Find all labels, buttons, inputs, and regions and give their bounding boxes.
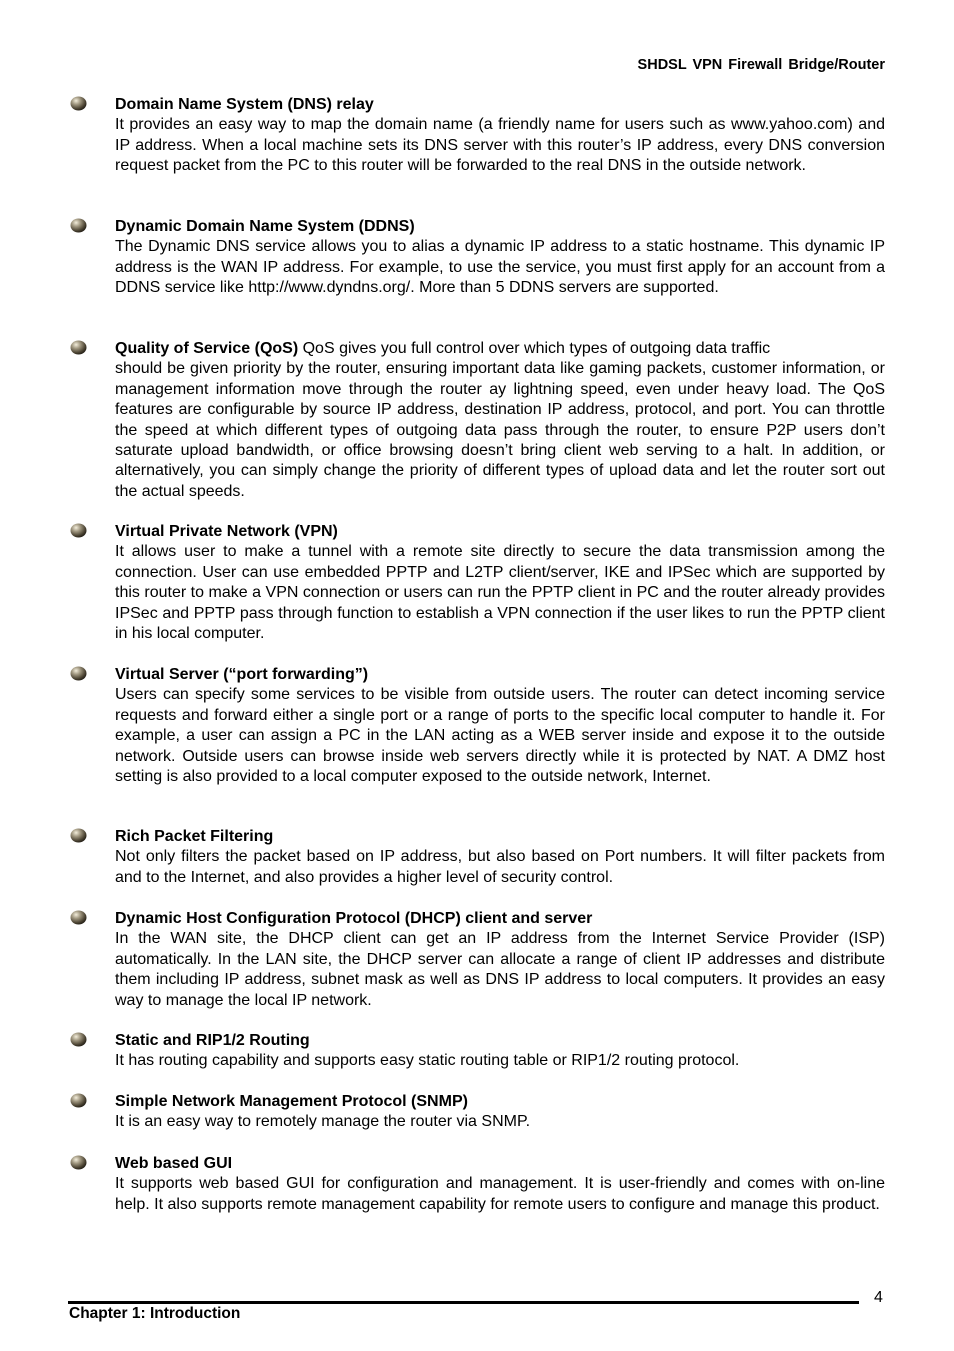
feature-title: Dynamic Domain Name System (DDNS) <box>115 218 415 235</box>
feature-description: Not only filters the packet based on IP address, but also based on Port numbers. It will filter packets from and to the Internet, and also provides a higher level of security control. <box>115 848 885 886</box>
feature-ddns <box>115 217 885 299</box>
feature-description: The Dynamic DNS service allows you to alias a dynamic IP address to a static hostname. This dynamic IP address is the WAN IP address. For example, to use the service, you must first apply for an account from a DDNS service like http://www.dyndns.org/. More than 5 DDNS servers are supported. <box>115 238 885 297</box>
feature-description: It supports web based GUI for configuration and management. It is user-friendly and comes with on-line help. It also supports remote management capability for remote users to configure and manage this product. <box>115 1175 885 1213</box>
bullet-ball-icon <box>70 1155 87 1170</box>
feature-title: Static and RIP1/2 Routing <box>115 1032 310 1049</box>
bullet-ball-icon <box>70 1032 87 1047</box>
footer-divider <box>68 1301 859 1304</box>
bullet-ball-icon <box>70 828 87 843</box>
bullet-ball-icon <box>70 340 87 355</box>
feature-description: should be given priority by the router, ensuring important data like gaming packets, customer information, or management information move through the router ay lightning speed, even under heavy load. The QoS features are configurable by source IP address, destination IP address, protocol, and port. You can throttle the speed at which different types of outgoing data pass through the router, to ensure P2P users don’t saturate upload bandwidth, or office browsing doesn’t bring client web serving to a halt. In addition, or alternatively, you can simply change the priority of different types of upload data and let the router sort out the actual speeds. <box>115 360 885 500</box>
feature-description: Users can specify some services to be visible from outside users. The router can detect incoming service requests and forward either a single port or a range of ports to the specific local computer to handle it. For example, a user can assign a PC in the LAN acting as a WEB server inside and expose it to the outside network. Outside users can browse inside web servers directly while it is protected by NAT. A DMZ host setting is also provided to a local computer exposed to the outside network, Internet. <box>115 686 885 786</box>
bullet-ball-icon <box>70 218 87 233</box>
feature-description: It is an easy way to remotely manage the router via SNMP. <box>115 1113 531 1131</box>
feature-web-gui <box>115 1154 885 1215</box>
feature-title: Simple Network Management Protocol (SNMP) <box>115 1093 468 1110</box>
bullet-ball-icon <box>70 96 87 111</box>
feature-routing <box>115 1031 885 1072</box>
bullet-ball-icon <box>70 666 87 681</box>
bullet-ball-icon <box>70 523 87 538</box>
chapter-label: Chapter 1: Introduction <box>69 1305 241 1322</box>
page-header: SHDSL VPN Firewall Bridge/Router <box>637 57 885 73</box>
bullet-ball-icon <box>70 1093 87 1108</box>
feature-description: It provides an easy way to map the domain name (a friendly name for users such as www.yahoo.com) and IP address. When a local machine sets its DNS server with this router’s IP address, every DNS conversion request packet from the PC to this router will be forwarded to the real DNS in the outside network. <box>115 116 885 175</box>
feature-qos <box>115 339 885 502</box>
feature-title: Domain Name System (DNS) relay <box>115 96 374 113</box>
feature-description: It has routing capability and supports easy static routing table or RIP1/2 routing protocol. <box>115 1052 740 1070</box>
feature-title: Dynamic Host Configuration Protocol (DHCP) client and server <box>115 910 593 927</box>
feature-title: Quality of Service (QoS) <box>115 340 299 357</box>
feature-snmp <box>115 1092 885 1133</box>
bullet-ball-icon <box>70 910 87 925</box>
feature-dhcp <box>115 909 885 1011</box>
feature-title: Web based GUI <box>115 1155 233 1172</box>
feature-description: In the WAN site, the DHCP client can get an IP address from the Internet Service Provider (ISP) automatically. In the LAN site, the DHCP server can allocate a range of client IP addresses and distribute them including IP address, subnet mask as well as DNS IP address to local computers. It provides an easy way to manage the local IP network. <box>115 930 885 1009</box>
feature-title: Virtual Server (“port forwarding”) <box>115 666 369 683</box>
feature-vpn <box>115 522 885 644</box>
feature-description: It allows user to make a tunnel with a remote site directly to secure the data transmission among the connection. User can use embedded PPTP and L2TP client/server, IKE and IPSec which are supported by this router to make a VPN connection or users can run the PPTP client in PC and the router already provides IPSec and PPTP pass through function to establish a VPN connection if the user likes to run the PPTP client in his local computer. <box>115 543 885 643</box>
feature-title: Virtual Private Network (VPN) <box>115 523 338 540</box>
feature-dns-relay <box>115 95 885 177</box>
feature-packet-filtering <box>115 827 885 888</box>
page-number: 4 <box>874 1289 883 1306</box>
feature-title: Rich Packet Filtering <box>115 828 274 845</box>
feature-lead: QoS gives you full control over which types of outgoing data traffic <box>298 340 771 357</box>
feature-virtual-server <box>115 665 885 787</box>
